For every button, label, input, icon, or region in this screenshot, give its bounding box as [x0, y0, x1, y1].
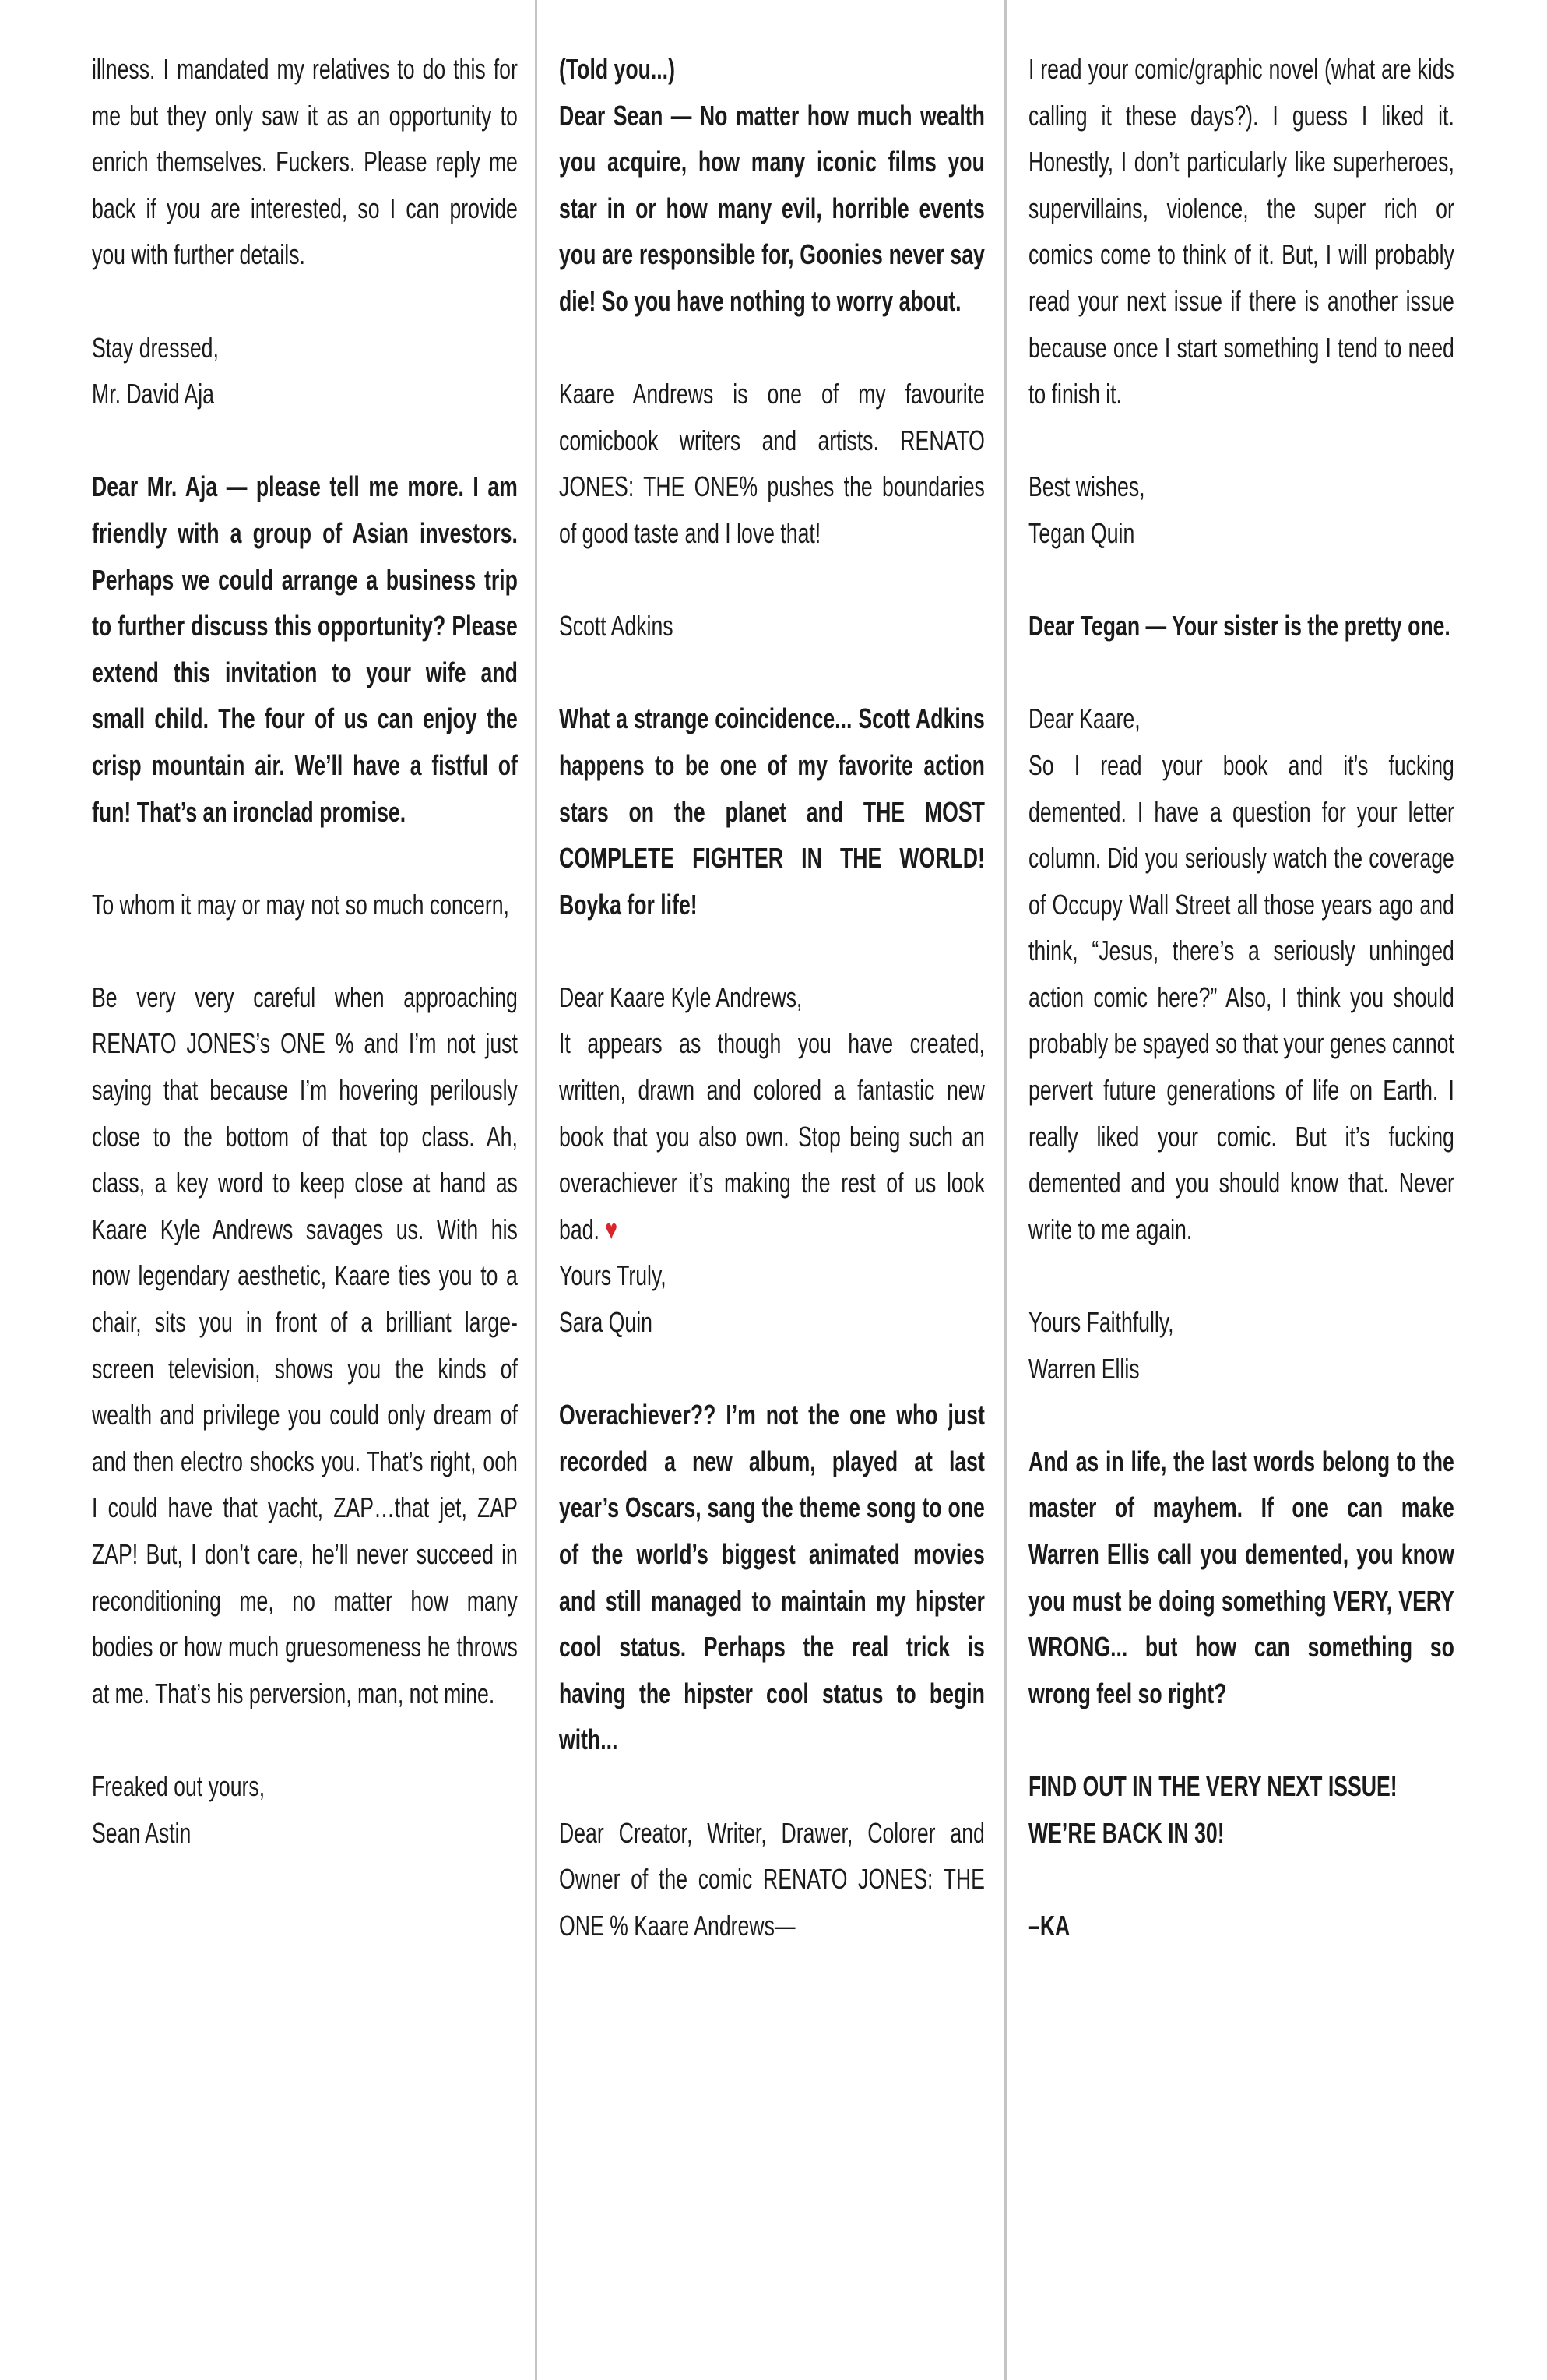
editor-reply: What a strange coincidence... Scott Adkins happens to be one of my favorite action stars on the planet and THE MOST COMPLETE FIGHTER IN THE WORLD! Boyka for life!	[559, 702, 985, 921]
letter-paragraph: Be very very careful when approaching RENATO JONES’s ONE % and I’m not just saying that because I’m hovering perilously close to the bottom of that top class. Ah, class, a key word to keep close at hand as Kaare Kyle Andrews savages us. With his now legendary aesthetic, Kaare ties you to a chair, sits you in front of a brilliant large-screen television, shows you the kinds of wealth and privilege you could only dream of and then electro shocks you. That’s right, ooh I could have that yacht, ZAP…that jet, ZAP ZAP! But, I don’t care, he’ll never succeed in reconditioning me, no matter how many bodies or how much gruesomeness he throws at me. That’s his perversion, man, not mine.	[92, 981, 518, 1709]
letter-text: Dear Kaare Kyle Andrews, It appears as though you have created, written, drawn and colored a fantastic new book that you also own. Stop being such an overachiever it’s making the rest of us look bad.	[559, 981, 985, 1245]
letter-signoff: Best wishes, Tegan Quin	[1028, 470, 1145, 549]
editor-reply: Dear Mr. Aja — please tell me more. I am friendly with a group of Asian investors. Perhaps we could arrange a business trip to further discuss this opportunity? Please extend this invitation to your wife and small child. The four of us can enjoy the crisp mountain air. We’ll have a fistful of fun! That’s an ironclad promise.	[92, 470, 518, 828]
letter-paragraph: Dear Creator, Writer, Drawer, Colorer and Owner of the comic RENATO JONES: THE ONE % Kaare Andrews—	[559, 1816, 985, 1942]
letter-paragraph: I read your comic/graphic novel (what are kids calling it these days?). I guess I liked it. Honestly, I don’t particularly like superheroes, supervillains, violence, the super rich or comics come to think of it. But, I will probably read your next issue if there is another issue because once I start something I tend to need to finish it.	[1028, 53, 1454, 410]
letter-signoff: Scott Adkins	[559, 610, 673, 643]
letter-signoff: Yours Truly, Sara Quin	[559, 1259, 666, 1339]
column-divider-left	[535, 0, 537, 2380]
closing-announcement: FIND OUT IN THE VERY NEXT ISSUE! WE’RE BACK IN 30!	[1028, 1769, 1398, 1849]
editor-signature: –KA	[1028, 1909, 1071, 1942]
editor-reply: Overachiever?? I’m not the one who just recorded a new album, played at last year’s Oscars, sang the theme song to one of the world’s biggest animated movies and still managed to maintain my hipster cool status. Perhaps the real trick is having the hipster cool status to begin with...	[559, 1399, 985, 1756]
letter-paragraph: Kaare Andrews is one of my favourite comicbook writers and artists. RENATO JONES: THE ONE% pushes the boundaries of good taste and I love that!	[559, 378, 985, 549]
column-1	[92, 46, 518, 1903]
letter-paragraph	[559, 974, 985, 1253]
letter-paragraph: illness. I mandated my relatives to do this for me but they only saw it as an opportunity to enrich themselves. Fuckers. Please reply me back if you are interested, so I can provide you with further details.	[92, 53, 518, 271]
letter-signoff: Stay dressed, Mr. David Aja	[92, 331, 219, 410]
letter-signoff: Freaked out yours, Sean Astin	[92, 1769, 265, 1849]
column-divider-right	[1004, 0, 1007, 2380]
letter-salutation: To whom it may or may not so much concern,	[92, 888, 509, 921]
letter-paragraph: Dear Kaare, So I read your book and it’s fucking demented. I have a question for your letter column. Did you seriously watch the coverage of Occupy Wall Street all those years ago and think, “Jesus, there’s a seriously unhinged action comic here?” Also, I think you should probably be spayed so that your genes cannot pervert future generations of life on Earth. I really liked your comic. But it’s fucking demented and you should know that. Never write to me again.	[1028, 702, 1454, 1245]
heart-icon: ♥	[605, 1213, 618, 1245]
editor-reply: (Told you...) Dear Sean — No matter how much wealth you acquire, how many iconic films you star in or how many evil, horrible events you are responsible for, Goonies never say die! So you have nothing to worry about.	[559, 53, 985, 317]
column-3	[1028, 46, 1454, 1995]
editor-reply: And as in life, the last words belong to the master of mayhem. If one can make Warren Ellis call you demented, you know you must be doing something VERY, VERY WRONG... but how can something so wrong feel so right?	[1028, 1445, 1454, 1709]
letter-signoff: Yours Faithfully, Warren Ellis	[1028, 1306, 1174, 1385]
editor-reply: Dear Tegan — Your sister is the pretty one.	[1028, 610, 1450, 643]
column-2	[559, 46, 985, 1995]
